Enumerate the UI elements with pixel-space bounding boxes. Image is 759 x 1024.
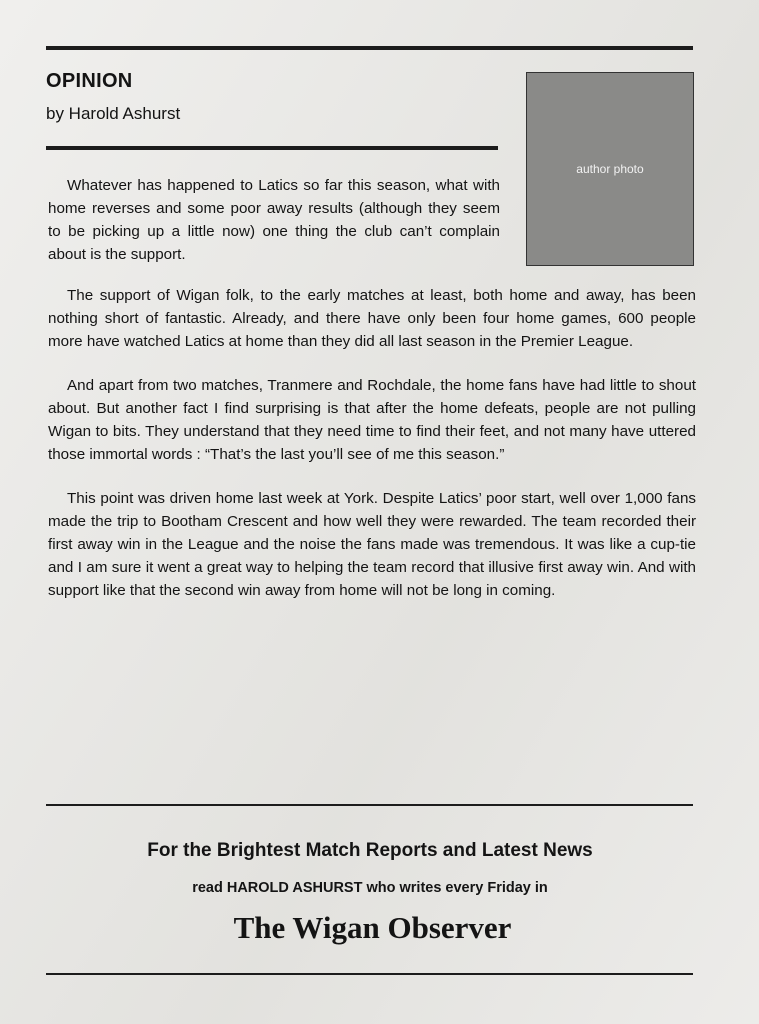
- article-byline: by Harold Ashurst: [46, 104, 181, 123]
- article-body: [48, 284, 696, 623]
- intro-text: Whatever has happened to Latics so far this season, what with home reverses and some poor away results (although they seem to be picking up a little now) one thing the club can’t complain about is the support.: [48, 177, 500, 263]
- paragraph-3: This point was driven home last week at York. Despite Latics’ poor start, well over 1,000 fans made the trip to Bootham Crescent and how well they were rewarded. The team recorded their first away win in the League and the noise the fans made was tremendous. It was like a cup-tie and I am sure it went a great way to helping the team record that illusive first away win. And with support like that the second win away from home will not be long in coming.: [48, 490, 696, 599]
- author-photo: author photo: [526, 72, 694, 266]
- advert-top-rule: [46, 804, 693, 806]
- newspaper-name: The Wigan Observer: [233, 910, 512, 945]
- advert-bottom-rule: [46, 973, 693, 975]
- byline-rule: [46, 146, 498, 150]
- top-rule: [46, 46, 693, 50]
- advert-headline: For the Brightest Match Reports and Latest News: [147, 840, 593, 861]
- paragraph-1: The support of Wigan folk, to the early matches at least, both home and away, has been nothing short of fantastic. Already, and there have only been four home games, 600 people more have watched Latics at home than they did all last season in the Premier League.: [48, 287, 696, 350]
- intro-paragraph: [48, 174, 500, 287]
- article-heading: OPINION: [46, 70, 133, 92]
- paragraph-2: And apart from two matches, Tranmere and Rochdale, the home fans have had little to shout about. But another fact I find surprising is that after the home defeats, people are not pulling Wigan to bits. They understand that they need time to find their feet, and not many have uttered those immortal words : “That’s the last you’ll see of me this season.”: [48, 377, 696, 463]
- advert-subline: read HAROLD ASHURST who writes every Friday in: [192, 880, 548, 896]
